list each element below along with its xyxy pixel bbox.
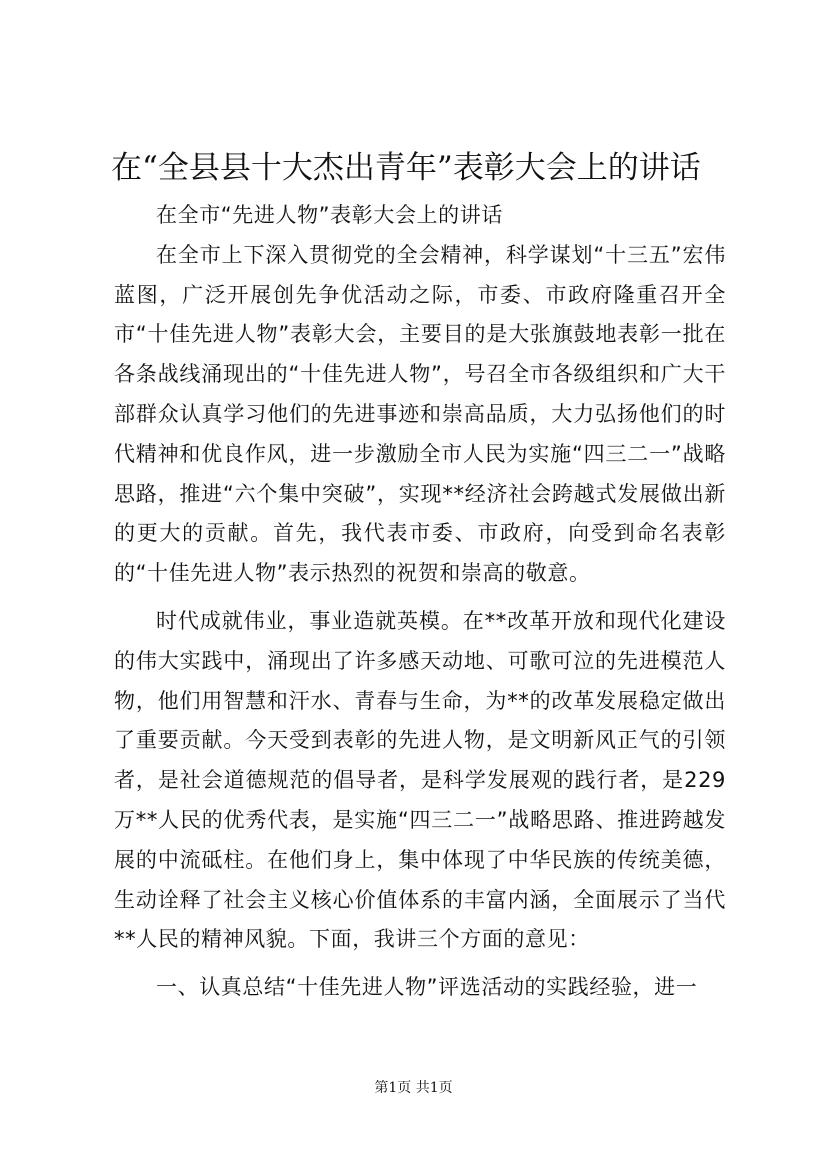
document-title: 在“全县县十大杰出青年”表彰大会上的讲话 [111, 150, 701, 186]
document-subtitle: 在全市“先进人物”表彰大会上的讲话 [156, 203, 503, 227]
body-paragraph: 时代成就伟业，事业造就英模。在**改革开放和现代化建设的伟大实践中，涌现出了许多感天动地、可歌可泣的先进模范人物，他们用智慧和汗水、青春与生命，为**的改革发展稳定做出了重要贡献。今天受到表彰的先进人物，是文明新风正气的引领者，是社会道德规范的倡导者，是科学发展观的践行者，是229万**人民的优秀代表，是实施“四三二一”战略思路、推进跨越发展的中流砥柱。在他们身上，集中体现了中华民族的传统美德，生动诠释了社会主义核心价值体系的丰富内涵，全面展示了当代**人民的精神风貌。下面，我讲三个方面的意见： [114, 608, 726, 952]
body-paragraph: 在全市上下深入贯彻党的全会精神，科学谋划“十三五”宏伟蓝图，广泛开展创先争优活动之际，市委、市政府隆重召开全市“十佳先进人物”表彰大会，主要目的是大张旗鼓地表彰一批在各条战线涌现出的“十佳先进人物”，号召全市各级组织和广大干部群众认真学习他们的先进事迹和崇高品质，大力弘扬他们的时代精神和优良作风，进一步激励全市人民为实施“四三二一”战略思路，推进“六个集中突破”，实现**经济社会跨越式发展做出新的更大的贡献。首先，我代表市委、市政府，向受到命名表彰的“十佳先进人物”表示热烈的祝贺和崇高的敬意。 [114, 242, 726, 586]
body-paragraph: 一、认真总结“十佳先进人物”评选活动的实践经验，进一 [156, 975, 698, 1000]
page-footer: 第1页 共1页 [374, 1080, 453, 1096]
document-body [114, 196, 726, 1008]
